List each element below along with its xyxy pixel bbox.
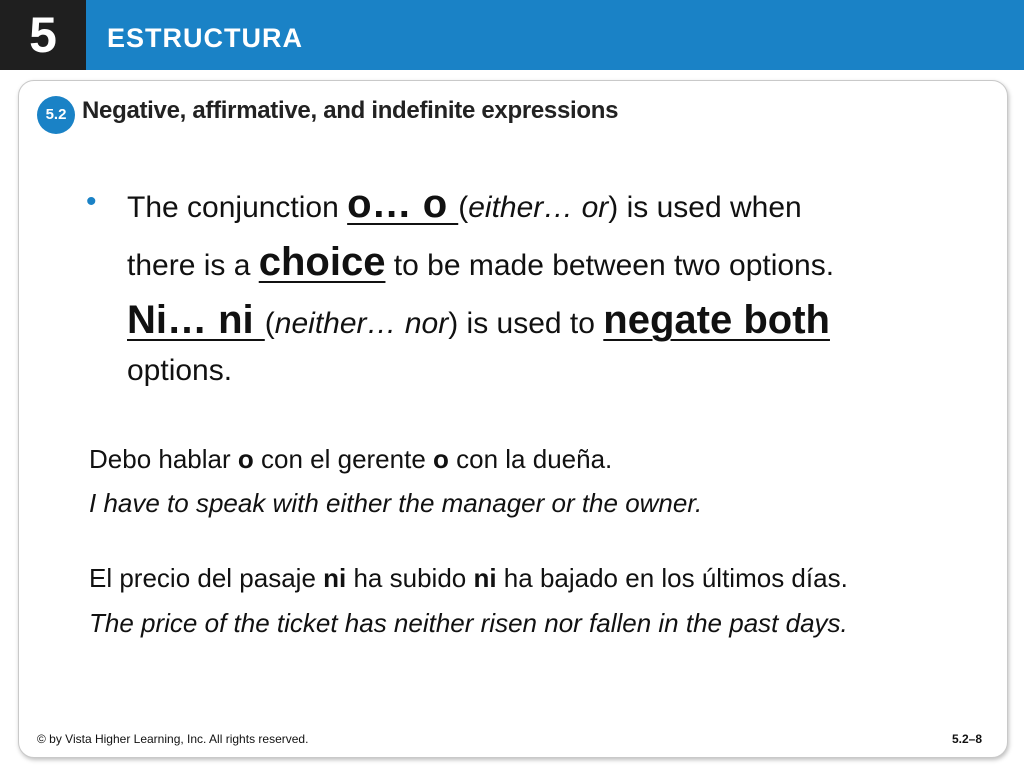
- example-2-spanish: [89, 563, 848, 594]
- bold-word: ni: [323, 563, 347, 593]
- text-segment: ) is used to: [448, 307, 604, 340]
- example-1-english: I have to speak with either the manager or the owner.: [89, 488, 703, 518]
- slide-title: Negative, affirmative, and indefinite expressions: [82, 97, 619, 124]
- text-segment: ha subido: [346, 563, 474, 593]
- page-number: 5.2–8: [952, 732, 983, 746]
- copyright-notice: © by Vista Higher Learning, Inc. All rights reserved.: [37, 732, 309, 746]
- text-segment: The conjunction: [127, 191, 348, 224]
- italic-gloss: either… or: [468, 191, 609, 224]
- text-segment: there is a: [127, 249, 259, 282]
- text-segment: con el gerente: [253, 444, 434, 474]
- term-o-o: o… o: [347, 182, 459, 226]
- section-badge: 5.2: [37, 96, 75, 134]
- example-1-spanish: [89, 444, 612, 475]
- bullet-line-1: [127, 177, 957, 235]
- bold-word: o: [433, 444, 449, 474]
- example-2-english: The price of the ticket has neither risen nor fallen in the past days.: [89, 608, 848, 638]
- term-negate-both: negate both: [603, 298, 830, 342]
- section-name: ESTRUCTURA: [107, 23, 303, 53]
- bullet-paragraph: [127, 177, 957, 391]
- text-segment: El precio del pasaje: [89, 563, 324, 593]
- text-segment: Debo hablar: [89, 444, 238, 474]
- bold-word: ni: [473, 563, 497, 593]
- bullet-line-4: options.: [127, 354, 233, 387]
- header-bar: [0, 0, 1024, 70]
- text-segment: (: [264, 307, 275, 340]
- chapter-number: 5: [0, 0, 86, 70]
- bullet-line-3: [127, 293, 957, 351]
- text-segment: con la dueña.: [448, 444, 613, 474]
- text-segment: (: [458, 191, 469, 224]
- bullet-marker: •: [86, 185, 97, 218]
- text-segment: ha bajado en los últimos días.: [496, 563, 848, 593]
- bullet-line-2: [127, 235, 957, 293]
- term-choice: choice: [258, 240, 386, 284]
- italic-gloss: neither… nor: [274, 307, 449, 340]
- text-segment: to be made between two options.: [385, 249, 835, 282]
- text-segment: ) is used when: [608, 191, 802, 224]
- term-ni-ni: Ni… ni: [127, 298, 265, 342]
- bold-word: o: [237, 444, 254, 474]
